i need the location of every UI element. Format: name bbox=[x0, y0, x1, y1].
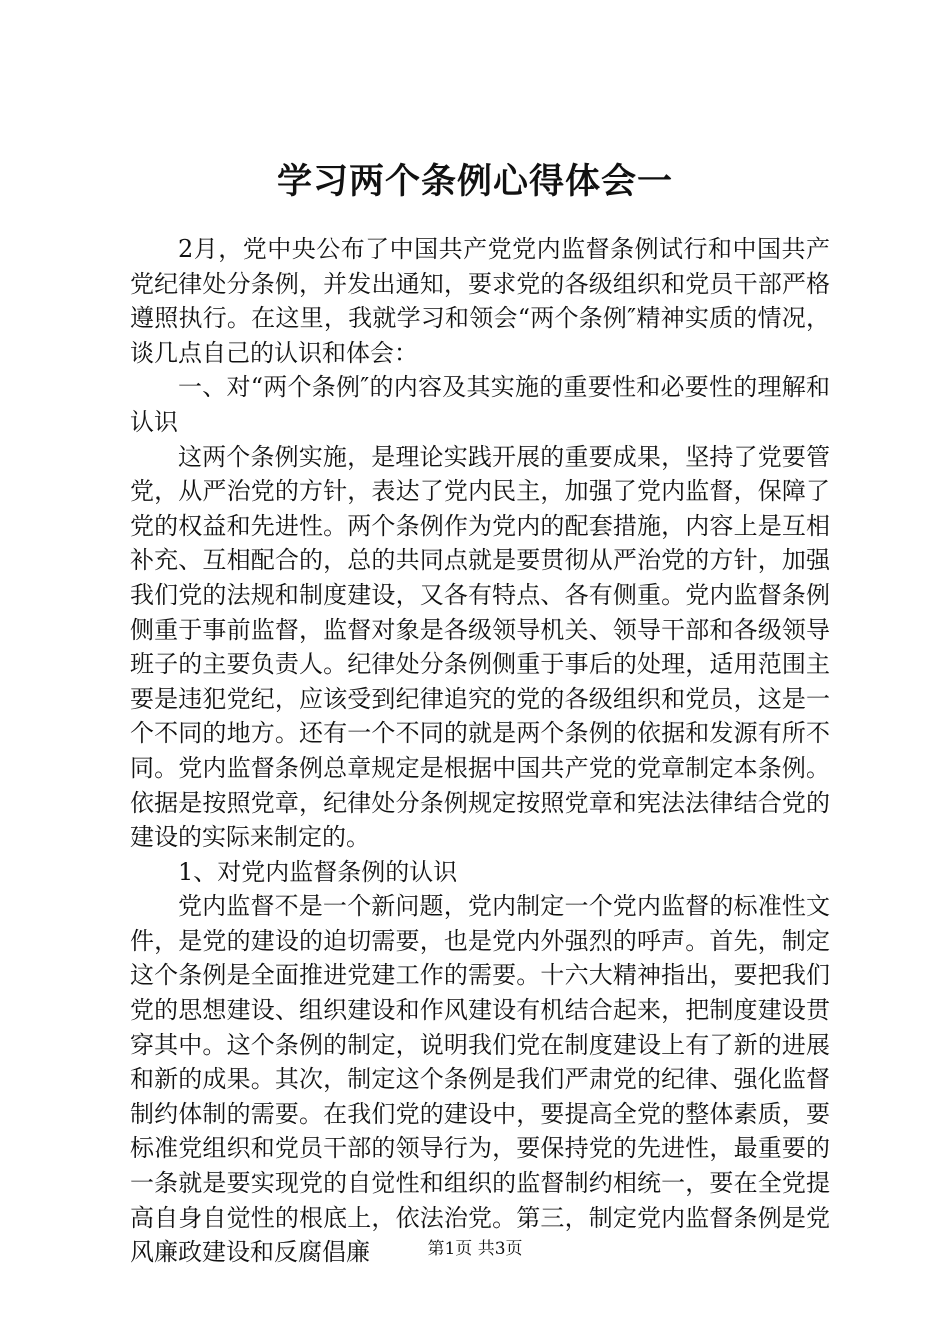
document-body bbox=[130, 232, 830, 1270]
paragraph-intro: 2月，党中央公布了中国共产党党内监督条例试行和中国共产党纪律处分条例，并发出通知，要求党的各级组织和党员干部严格遵照执行。在这里，我就学习和领会“两个条例″精神实质的情况，谈几点自己的认识和体会： bbox=[130, 235, 830, 367]
document-title: 学习两个条例心得体会一 bbox=[276, 161, 673, 202]
paragraph-supervision: 党内监督不是一个新问题，党内制定一个党内监督的标准性文件，是党的建设的迫切需要，也是党内外强烈的呼声。首先，制定这个条例是全面推进党建工作的需要。十六大精神指出，要把我们党的思想建设、组织建设和作风建设有机结合起来，把制度建设贯穿其中。这个条例的制定，说明我们党在制度建设上有了新的进展和新的成果。其次，制定这个条例是我们严肃党的纪律、强化监督制约体制的需要。在我们党的建设中，要提高全党的整体素质，要标准党组织和党员干部的领导行为，要保持党的先进性，最重要的一条就是要实现党的自觉性和组织的监督制约相统一，要在全党提高自身自觉性的根底上，依法治党。第三，制定党内监督条例是党风廉政建设和反腐倡廉 bbox=[130, 892, 830, 1267]
paragraph-two-regulations: 这两个条例实施，是理论实践开展的重要成果，坚持了党要管党，从严治党的方针，表达了党内民主，加强了党内监督，保障了党的权益和先进性。两个条例作为党内的配套措施，内容上是互相补充、互相配合的，总的共同点就是要贯彻从严治党的方针，加强我们党的法规和制度建设，又各有特点、各有侧重。党内监督条例侧重于事前监督，监督对象是各级领导机关、领导干部和各级领导班子的主要负责人。纪律处分条例侧重于事后的处理，适用范围主要是违犯党纪，应该受到纪律追究的党的各级组织和党员，这是一个不同的地方。还有一个不同的就是两个条例的依据和发源有所不同。党内监督条例总章规定是根据中国共产党的党章制定本条例。依据是按照党章，纪律处分条例规定按照党章和宪法法律结合党的建设的实际来制定的。 bbox=[130, 442, 830, 852]
subsection-heading-1: 1、对党内监督条例的认识 bbox=[178, 857, 458, 886]
section-heading-1: 一、对“两个条例″的内容及其实施的重要性和必要性的理解和认识 bbox=[130, 373, 830, 436]
page-footer: 第1页 共3页 bbox=[427, 1239, 523, 1259]
